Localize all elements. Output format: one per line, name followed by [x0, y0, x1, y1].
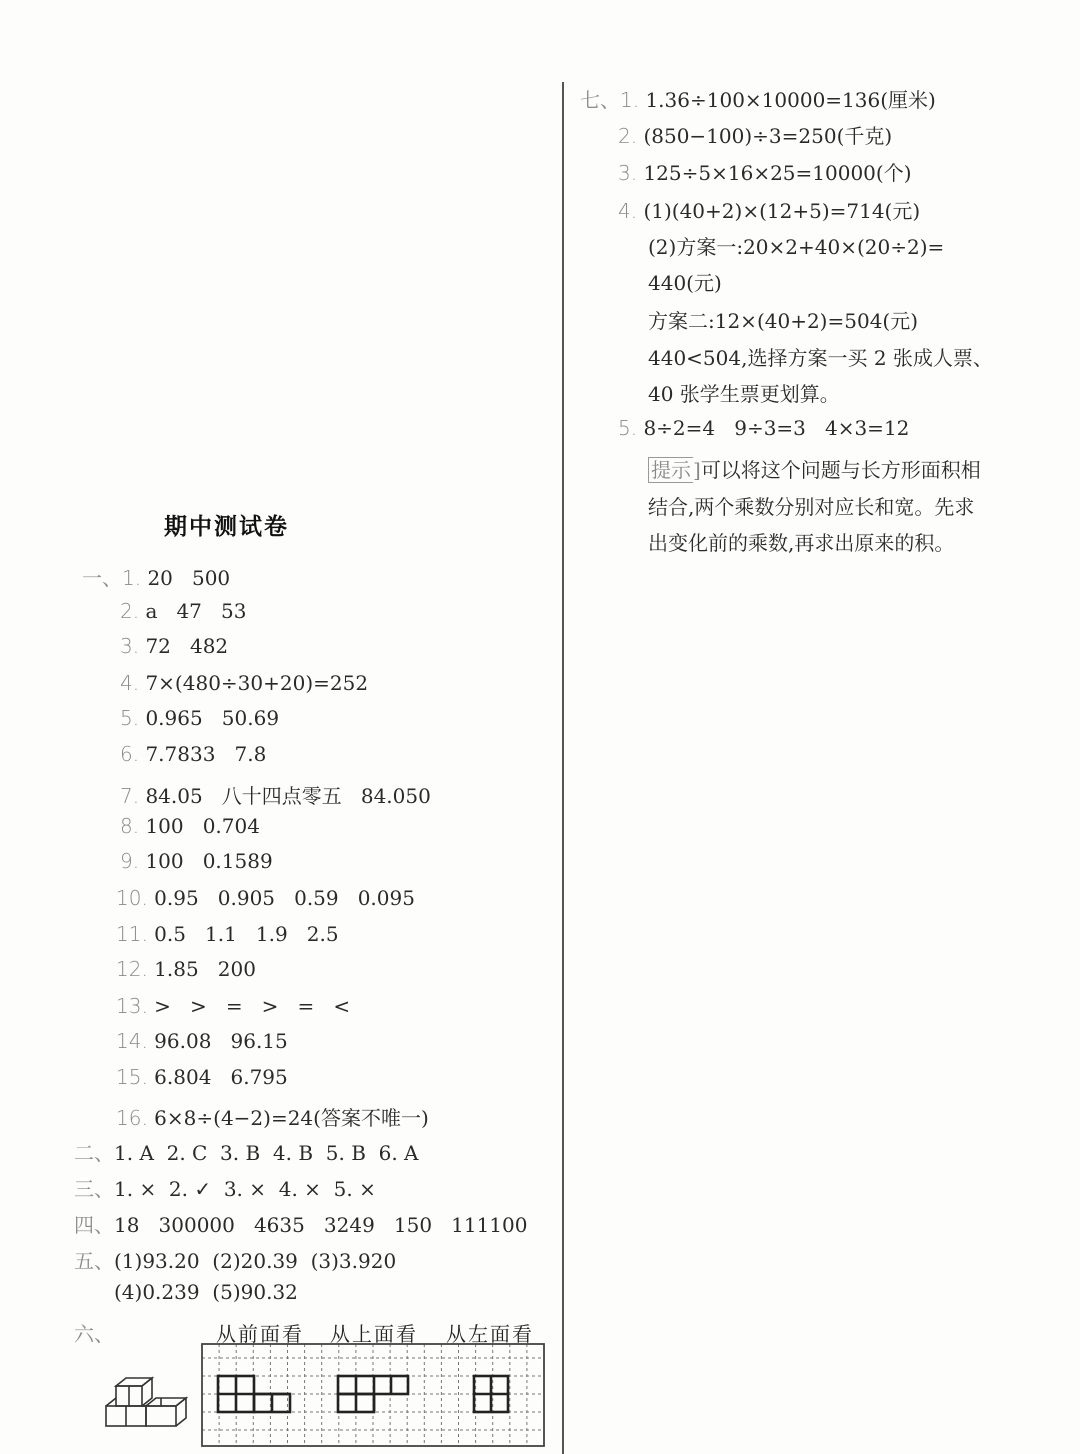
view-grid	[200, 1340, 546, 1448]
answer-text: > > = > = <	[154, 994, 351, 1018]
s7-q4-line5: 440<504,选择方案一买 2 张成人票、	[648, 346, 993, 370]
s7-q5-line	[618, 416, 909, 440]
section-2-line	[74, 1137, 419, 1166]
s1-answer-line	[116, 1102, 429, 1131]
s1-answer-line	[120, 780, 431, 809]
s7-q3-line	[618, 157, 912, 186]
question-number: 2.	[120, 599, 140, 623]
answer-text: 0.965 50.69	[145, 706, 280, 730]
section-text: (1)93.20 (2)20.39 (3)3.920	[114, 1249, 397, 1273]
answer-text: 7×(480÷30+20)=252	[145, 671, 369, 695]
s1-answer-line	[120, 706, 279, 730]
question-number: 5.	[120, 706, 140, 730]
s1-answer-line	[116, 1029, 288, 1053]
s1-answer-line	[116, 957, 256, 981]
question-number: 13.	[116, 994, 148, 1018]
s7-q4-line3: 440(元)	[648, 271, 722, 295]
section-6-label: 六、	[74, 1322, 114, 1346]
question-number: 14.	[116, 1029, 148, 1053]
s7-q4-line4: 方案二:12×(40+2)=504(元)	[648, 309, 919, 333]
section-label: 一、	[82, 566, 122, 590]
hint-line1: 提示 ]可以将这个问题与长方形面积相	[648, 454, 981, 483]
s1-answer-line	[120, 814, 260, 838]
s1-answer-line	[120, 671, 368, 695]
s7-q4-line2: (2)方案一:20×2+40×(20÷2)=	[648, 235, 945, 259]
question-number: 4.	[120, 671, 140, 695]
section-text: 1. × 2. ✓ 3. × 4. × 5. ×	[114, 1177, 376, 1201]
answer-text: 72 482	[145, 634, 229, 658]
answer-text: 84.05 八十四点零五 84.050	[145, 784, 431, 808]
s1-answer-line	[120, 849, 273, 873]
hint-line2: 结合,两个乘数分别对应长和宽。先求	[648, 495, 975, 519]
answer-text: 6.804 6.795	[154, 1065, 288, 1089]
section-text: 1. A 2. C 3. B 4. B 5. B 6. A	[114, 1141, 419, 1165]
answer-text: (850−100)÷3=250(千克)	[643, 124, 893, 148]
s1-answer-line	[116, 922, 339, 946]
question-number: 16.	[116, 1106, 148, 1130]
s1-answer-line	[120, 742, 266, 766]
question-number: 10.	[116, 886, 148, 910]
s1-answer-line	[82, 562, 230, 591]
answer-text: 6×8÷(4−2)=24(答案不唯一)	[154, 1106, 429, 1130]
question-number: 7.	[120, 784, 140, 808]
question-number: 1.	[620, 88, 640, 112]
answer-text: a 47 53	[145, 599, 247, 623]
question-number: 2.	[618, 124, 638, 148]
question-number: 3.	[120, 634, 140, 658]
s7-q4-line6: 40 张学生票更划算。	[648, 382, 840, 406]
s1-answer-line	[116, 1065, 288, 1089]
top-view-shape	[338, 1376, 408, 1412]
view-label-front: 从前面看	[216, 1322, 304, 1346]
answer-text: 0.5 1.1 1.9 2.5	[154, 922, 339, 946]
section-label: 三、	[74, 1177, 114, 1201]
question-number: 1.	[122, 566, 142, 590]
column-divider	[562, 82, 564, 1454]
hint-line3: 出变化前的乘数,再求出原来的积。	[648, 531, 955, 555]
question-number: 8.	[120, 814, 140, 838]
answer-text: 20 500	[147, 566, 231, 590]
section-4-line	[74, 1209, 527, 1238]
s1-answer-line	[116, 994, 350, 1018]
answer-text: 100 0.1589	[145, 849, 273, 873]
answer-text: 100 0.704	[145, 814, 260, 838]
view-label-left: 从左面看	[446, 1322, 534, 1346]
view-label-top: 从上面看	[330, 1322, 418, 1346]
left-view-shape	[474, 1376, 508, 1412]
s7-q1-line	[580, 84, 936, 113]
section-5-line2: (4)0.239 (5)90.32	[114, 1280, 298, 1304]
hint-text: 可以将这个问题与长方形面积相	[700, 458, 981, 482]
answer-text: 96.08 96.15	[154, 1029, 288, 1053]
question-number: 4.	[618, 199, 638, 223]
section-3-line	[74, 1173, 376, 1202]
s1-answer-line	[120, 634, 228, 658]
hint-tag: 提示	[648, 457, 693, 483]
page-title: 期中测试卷	[164, 514, 289, 540]
section-label: 七、	[580, 88, 620, 112]
answer-text: 1.85 200	[154, 957, 256, 981]
question-number: 3.	[618, 161, 638, 185]
section-label: 二、	[74, 1141, 114, 1165]
cube-stack-drawing	[100, 1374, 192, 1430]
section-label: 四、	[74, 1213, 114, 1237]
question-number: 6.	[120, 742, 140, 766]
question-number: 12.	[116, 957, 148, 981]
question-number: 11.	[116, 922, 148, 946]
answer-text: 8÷2=4 9÷3=3 4×3=12	[643, 416, 910, 440]
section-label: 五、	[74, 1249, 114, 1273]
answer-text: (1)(40+2)×(12+5)=714(元)	[643, 199, 921, 223]
question-number: 5.	[618, 416, 638, 440]
answer-text: 7.7833 7.8	[145, 742, 267, 766]
answer-text: 125÷5×16×25=10000(个)	[643, 161, 912, 185]
section-text: 18 300000 4635 3249 150 111100	[114, 1213, 528, 1237]
s1-answer-line	[116, 886, 415, 910]
question-number: 9.	[120, 849, 140, 873]
answer-text: 1.36÷100×10000=136(厘米)	[645, 88, 936, 112]
s7-q4-line	[618, 195, 920, 224]
s7-q2-line	[618, 120, 892, 149]
section-5-line1	[74, 1245, 396, 1274]
front-view-shape	[218, 1376, 290, 1412]
s1-answer-line	[120, 599, 246, 623]
answer-text: 0.95 0.905 0.59 0.095	[154, 886, 415, 910]
question-number: 15.	[116, 1065, 148, 1089]
